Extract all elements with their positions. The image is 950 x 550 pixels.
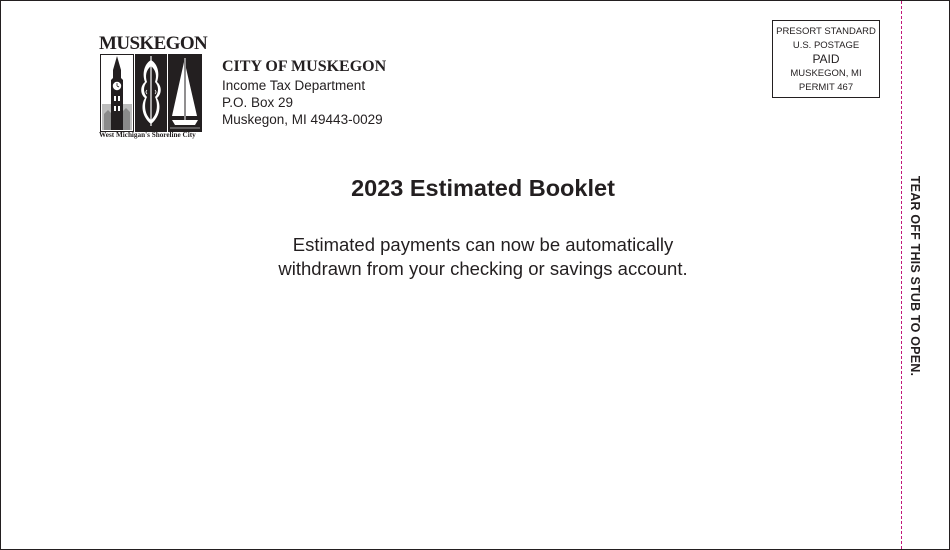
indicia-us-postage: U.S. POSTAGE <box>792 39 860 51</box>
tear-off-instruction: TEAR OFF THIS STUB TO OPEN. <box>908 175 922 377</box>
violin-panel <box>136 55 167 132</box>
sender-department: Income Tax Department <box>222 78 366 93</box>
sender-name: CITY OF MUSKEGON <box>222 58 387 75</box>
sender-city-state-zip: Muskegon, MI 49443-0029 <box>222 112 383 127</box>
return-address <box>222 57 482 128</box>
indicia-paid: PAID <box>812 52 840 67</box>
booklet-title: 2023 Estimated Booklet <box>351 175 615 201</box>
clock-tower-panel <box>101 55 134 132</box>
city-logo <box>99 33 208 143</box>
sailboat-panel <box>169 55 202 132</box>
logo-wordmark: MUSKEGON <box>99 33 208 54</box>
logo-tagline: West Michigan's Shoreline City <box>99 131 196 139</box>
indicia-presort: PRESORT STANDARD <box>776 26 876 37</box>
booklet-message <box>233 233 733 280</box>
message-line-1: Estimated payments can now be automatically <box>292 234 674 255</box>
indicia-city: MUSKEGON, MI <box>790 68 862 80</box>
postage-indicia <box>772 20 880 98</box>
indicia-permit: PERMIT 467 <box>798 81 854 93</box>
message-line-2: withdrawn from your checking or savings account. <box>278 257 688 279</box>
sender-po-box: P.O. Box 29 <box>222 95 294 110</box>
perforation-line[interactable] <box>901 1 902 549</box>
